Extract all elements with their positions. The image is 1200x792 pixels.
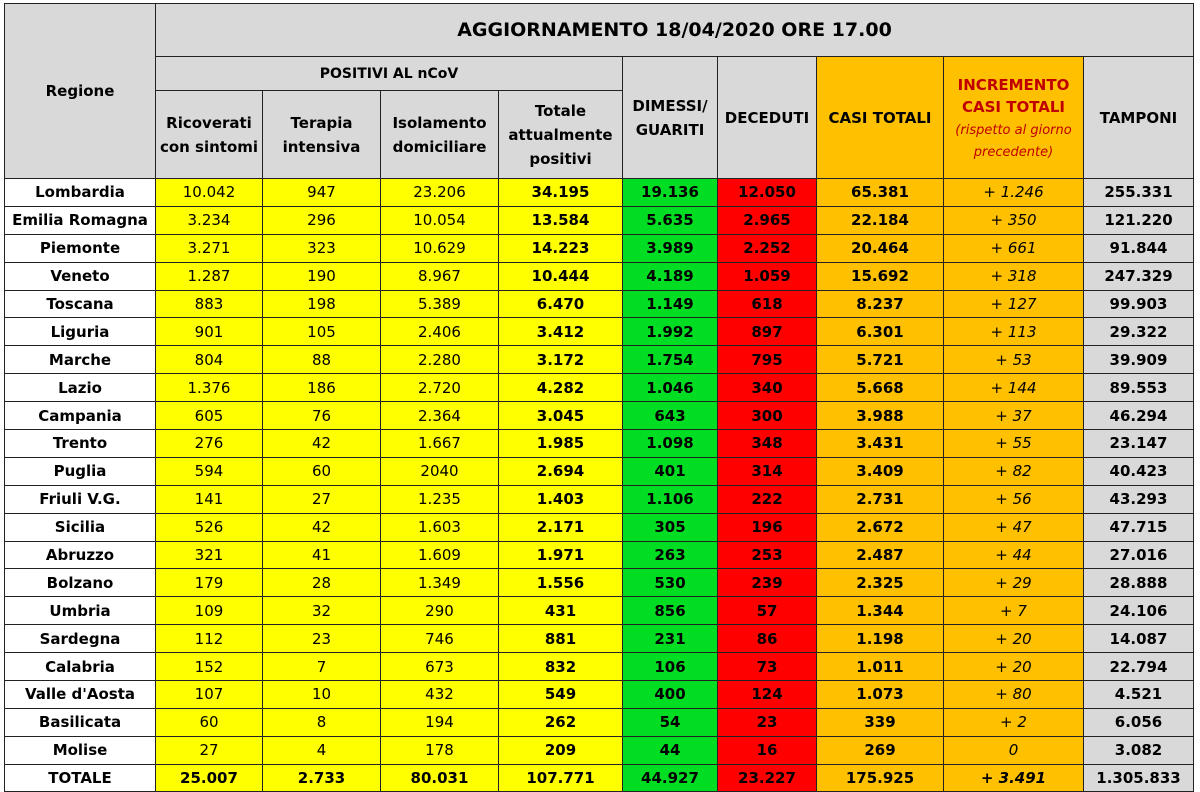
header-casi-totali: CASI TOTALI xyxy=(817,57,944,179)
header-incremento: INCREMENTO CASI TOTALI (rispetto al giorno precedente) xyxy=(944,57,1084,179)
cell-tamponi: 99.903 xyxy=(1084,290,1194,318)
cell-regione: Basilicata xyxy=(5,708,156,736)
cell-totale-positivi: 1.971 xyxy=(499,541,623,569)
cell-totale-positivi: 13.584 xyxy=(499,206,623,234)
cell-incremento: + 144 xyxy=(944,374,1084,402)
cell-totale-positivi: 431 xyxy=(499,597,623,625)
total-ricoverati: 25.007 xyxy=(156,764,263,791)
total-deceduti: 23.227 xyxy=(718,764,817,791)
cell-deceduti: 196 xyxy=(718,513,817,541)
cell-ricoverati: 60 xyxy=(156,708,263,736)
cell-casi-totali: 3.409 xyxy=(817,457,944,485)
cell-ricoverati: 901 xyxy=(156,318,263,346)
total-regione: TOTALE xyxy=(5,764,156,791)
cell-isolamento: 178 xyxy=(381,736,499,764)
cell-regione: Friuli V.G. xyxy=(5,485,156,513)
cell-regione: Lombardia xyxy=(5,179,156,207)
cell-dimessi-guariti: 44 xyxy=(623,736,718,764)
cell-tamponi: 46.294 xyxy=(1084,402,1194,430)
cell-tamponi: 247.329 xyxy=(1084,262,1194,290)
cell-casi-totali: 22.184 xyxy=(817,206,944,234)
header-regione: Regione xyxy=(5,4,156,179)
cell-regione: Umbria xyxy=(5,597,156,625)
cell-ricoverati: 3.271 xyxy=(156,234,263,262)
cell-totale-positivi: 1.556 xyxy=(499,569,623,597)
cell-ricoverati: 27 xyxy=(156,736,263,764)
table-row xyxy=(5,262,1194,290)
cell-terapia-intensiva: 42 xyxy=(263,513,381,541)
cell-ricoverati: 883 xyxy=(156,290,263,318)
cell-ricoverati: 1.287 xyxy=(156,262,263,290)
cell-dimessi-guariti: 263 xyxy=(623,541,718,569)
cell-deceduti: 23 xyxy=(718,708,817,736)
cell-tamponi: 39.909 xyxy=(1084,346,1194,374)
table-row xyxy=(5,736,1194,764)
cell-totale-positivi: 4.282 xyxy=(499,374,623,402)
cell-regione: Abruzzo xyxy=(5,541,156,569)
cell-isolamento: 5.389 xyxy=(381,290,499,318)
cell-deceduti: 57 xyxy=(718,597,817,625)
cell-tamponi: 255.331 xyxy=(1084,179,1194,207)
cell-deceduti: 222 xyxy=(718,485,817,513)
cell-dimessi-guariti: 530 xyxy=(623,569,718,597)
cell-totale-positivi: 2.171 xyxy=(499,513,623,541)
cell-incremento: + 2 xyxy=(944,708,1084,736)
cell-regione: Piemonte xyxy=(5,234,156,262)
table-row xyxy=(5,318,1194,346)
cell-regione: Liguria xyxy=(5,318,156,346)
cell-dimessi-guariti: 1.098 xyxy=(623,430,718,458)
cell-deceduti: 314 xyxy=(718,457,817,485)
cell-incremento: + 80 xyxy=(944,681,1084,709)
cell-deceduti: 897 xyxy=(718,318,817,346)
header-positivi-group: POSITIVI AL nCoV xyxy=(156,57,623,91)
cell-totale-positivi: 2.694 xyxy=(499,457,623,485)
cell-incremento: + 350 xyxy=(944,206,1084,234)
table-row xyxy=(5,374,1194,402)
cell-deceduti: 348 xyxy=(718,430,817,458)
cell-dimessi-guariti: 231 xyxy=(623,625,718,653)
cell-tamponi: 91.844 xyxy=(1084,234,1194,262)
header-deceduti: DECEDUTI xyxy=(718,57,817,179)
cell-dimessi-guariti: 401 xyxy=(623,457,718,485)
cell-terapia-intensiva: 10 xyxy=(263,681,381,709)
total-terapia-intensiva: 2.733 xyxy=(263,764,381,791)
cell-tamponi: 89.553 xyxy=(1084,374,1194,402)
header-terapia-intensiva: Terapia intensiva xyxy=(263,91,381,179)
cell-casi-totali: 3.431 xyxy=(817,430,944,458)
cell-terapia-intensiva: 105 xyxy=(263,318,381,346)
cell-tamponi: 121.220 xyxy=(1084,206,1194,234)
cell-terapia-intensiva: 186 xyxy=(263,374,381,402)
header-isolamento: Isolamento domiciliare xyxy=(381,91,499,179)
cell-tamponi: 22.794 xyxy=(1084,653,1194,681)
cell-tamponi: 47.715 xyxy=(1084,513,1194,541)
cell-dimessi-guariti: 1.992 xyxy=(623,318,718,346)
cell-ricoverati: 10.042 xyxy=(156,179,263,207)
cell-tamponi: 24.106 xyxy=(1084,597,1194,625)
cell-casi-totali: 1.011 xyxy=(817,653,944,681)
cell-incremento: + 661 xyxy=(944,234,1084,262)
cell-tamponi: 29.322 xyxy=(1084,318,1194,346)
cell-totale-positivi: 209 xyxy=(499,736,623,764)
cell-tamponi: 28.888 xyxy=(1084,569,1194,597)
cell-incremento: + 20 xyxy=(944,653,1084,681)
cell-deceduti: 86 xyxy=(718,625,817,653)
cell-totale-positivi: 881 xyxy=(499,625,623,653)
cell-regione: Marche xyxy=(5,346,156,374)
table-row xyxy=(5,234,1194,262)
cell-dimessi-guariti: 1.149 xyxy=(623,290,718,318)
cell-casi-totali: 5.721 xyxy=(817,346,944,374)
cell-deceduti: 73 xyxy=(718,653,817,681)
cell-casi-totali: 1.073 xyxy=(817,681,944,709)
cell-isolamento: 1.349 xyxy=(381,569,499,597)
table-row xyxy=(5,430,1194,458)
cell-dimessi-guariti: 106 xyxy=(623,653,718,681)
cell-casi-totali: 6.301 xyxy=(817,318,944,346)
table-body xyxy=(5,179,1194,765)
table-row xyxy=(5,541,1194,569)
cell-incremento: + 37 xyxy=(944,402,1084,430)
cell-totale-positivi: 14.223 xyxy=(499,234,623,262)
cell-isolamento: 23.206 xyxy=(381,179,499,207)
cell-isolamento: 2.364 xyxy=(381,402,499,430)
cell-incremento: + 29 xyxy=(944,569,1084,597)
cell-deceduti: 253 xyxy=(718,541,817,569)
cell-incremento: + 318 xyxy=(944,262,1084,290)
table-row xyxy=(5,179,1194,207)
table-row xyxy=(5,290,1194,318)
cell-incremento: 0 xyxy=(944,736,1084,764)
cell-terapia-intensiva: 190 xyxy=(263,262,381,290)
cell-ricoverati: 112 xyxy=(156,625,263,653)
table-row xyxy=(5,346,1194,374)
cell-dimessi-guariti: 1.754 xyxy=(623,346,718,374)
cell-deceduti: 12.050 xyxy=(718,179,817,207)
cell-totale-positivi: 3.045 xyxy=(499,402,623,430)
cell-casi-totali: 2.672 xyxy=(817,513,944,541)
cell-regione: Calabria xyxy=(5,653,156,681)
cell-ricoverati: 594 xyxy=(156,457,263,485)
header-tamponi: TAMPONI xyxy=(1084,57,1194,179)
table-title: AGGIORNAMENTO 18/04/2020 ORE 17.00 xyxy=(156,4,1194,57)
table-row xyxy=(5,402,1194,430)
table-row xyxy=(5,597,1194,625)
cell-dimessi-guariti: 3.989 xyxy=(623,234,718,262)
cell-ricoverati: 605 xyxy=(156,402,263,430)
cell-terapia-intensiva: 76 xyxy=(263,402,381,430)
cell-isolamento: 2040 xyxy=(381,457,499,485)
cell-casi-totali: 2.731 xyxy=(817,485,944,513)
cell-totale-positivi: 34.195 xyxy=(499,179,623,207)
cell-incremento: + 47 xyxy=(944,513,1084,541)
cell-regione: Toscana xyxy=(5,290,156,318)
cell-dimessi-guariti: 1.046 xyxy=(623,374,718,402)
cell-regione: Molise xyxy=(5,736,156,764)
total-totale-positivi: 107.771 xyxy=(499,764,623,791)
cell-ricoverati: 804 xyxy=(156,346,263,374)
cell-casi-totali: 2.487 xyxy=(817,541,944,569)
total-incremento: + 3.491 xyxy=(944,764,1084,791)
cell-terapia-intensiva: 947 xyxy=(263,179,381,207)
total-row xyxy=(5,764,1194,791)
cell-isolamento: 10.054 xyxy=(381,206,499,234)
cell-dimessi-guariti: 4.189 xyxy=(623,262,718,290)
cell-terapia-intensiva: 23 xyxy=(263,625,381,653)
cell-ricoverati: 276 xyxy=(156,430,263,458)
cell-terapia-intensiva: 8 xyxy=(263,708,381,736)
cell-deceduti: 2.965 xyxy=(718,206,817,234)
table-row xyxy=(5,708,1194,736)
cell-tamponi: 3.082 xyxy=(1084,736,1194,764)
cell-dimessi-guariti: 305 xyxy=(623,513,718,541)
cell-regione: Veneto xyxy=(5,262,156,290)
cell-incremento: + 127 xyxy=(944,290,1084,318)
table-row xyxy=(5,513,1194,541)
cell-incremento: + 82 xyxy=(944,457,1084,485)
cell-regione: Puglia xyxy=(5,457,156,485)
cell-ricoverati: 3.234 xyxy=(156,206,263,234)
cell-dimessi-guariti: 1.106 xyxy=(623,485,718,513)
cell-isolamento: 290 xyxy=(381,597,499,625)
cell-ricoverati: 179 xyxy=(156,569,263,597)
cell-totale-positivi: 1.403 xyxy=(499,485,623,513)
cell-terapia-intensiva: 60 xyxy=(263,457,381,485)
cell-totale-positivi: 6.470 xyxy=(499,290,623,318)
table-row xyxy=(5,569,1194,597)
cell-terapia-intensiva: 27 xyxy=(263,485,381,513)
header-dimessi-guariti: DIMESSI/ GUARITI xyxy=(623,57,718,179)
cell-casi-totali: 339 xyxy=(817,708,944,736)
cell-terapia-intensiva: 323 xyxy=(263,234,381,262)
cell-deceduti: 340 xyxy=(718,374,817,402)
cell-regione: Trento xyxy=(5,430,156,458)
cell-ricoverati: 526 xyxy=(156,513,263,541)
cell-terapia-intensiva: 296 xyxy=(263,206,381,234)
cell-terapia-intensiva: 32 xyxy=(263,597,381,625)
cell-terapia-intensiva: 4 xyxy=(263,736,381,764)
cell-incremento: + 56 xyxy=(944,485,1084,513)
cell-ricoverati: 152 xyxy=(156,653,263,681)
header-totale-positivi: Totale attualmente positivi xyxy=(499,91,623,179)
covid-regional-table xyxy=(4,3,1194,792)
cell-incremento: + 53 xyxy=(944,346,1084,374)
cell-isolamento: 2.720 xyxy=(381,374,499,402)
cell-isolamento: 1.667 xyxy=(381,430,499,458)
cell-isolamento: 10.629 xyxy=(381,234,499,262)
cell-dimessi-guariti: 643 xyxy=(623,402,718,430)
cell-isolamento: 194 xyxy=(381,708,499,736)
cell-totale-positivi: 3.172 xyxy=(499,346,623,374)
cell-incremento: + 44 xyxy=(944,541,1084,569)
cell-incremento: + 113 xyxy=(944,318,1084,346)
cell-incremento: + 7 xyxy=(944,597,1084,625)
cell-regione: Campania xyxy=(5,402,156,430)
table-row xyxy=(5,457,1194,485)
cell-deceduti: 300 xyxy=(718,402,817,430)
cell-casi-totali: 2.325 xyxy=(817,569,944,597)
cell-totale-positivi: 10.444 xyxy=(499,262,623,290)
cell-dimessi-guariti: 5.635 xyxy=(623,206,718,234)
cell-terapia-intensiva: 42 xyxy=(263,430,381,458)
cell-dimessi-guariti: 400 xyxy=(623,681,718,709)
cell-ricoverati: 1.376 xyxy=(156,374,263,402)
cell-casi-totali: 3.988 xyxy=(817,402,944,430)
total-casi-totali: 175.925 xyxy=(817,764,944,791)
table-row xyxy=(5,485,1194,513)
cell-isolamento: 2.406 xyxy=(381,318,499,346)
cell-totale-positivi: 3.412 xyxy=(499,318,623,346)
cell-ricoverati: 141 xyxy=(156,485,263,513)
total-dimessi-guariti: 44.927 xyxy=(623,764,718,791)
cell-dimessi-guariti: 19.136 xyxy=(623,179,718,207)
cell-tamponi: 40.423 xyxy=(1084,457,1194,485)
cell-tamponi: 4.521 xyxy=(1084,681,1194,709)
cell-tamponi: 23.147 xyxy=(1084,430,1194,458)
cell-incremento: + 1.246 xyxy=(944,179,1084,207)
cell-isolamento: 673 xyxy=(381,653,499,681)
cell-isolamento: 432 xyxy=(381,681,499,709)
cell-isolamento: 8.967 xyxy=(381,262,499,290)
table-row xyxy=(5,206,1194,234)
cell-tamponi: 14.087 xyxy=(1084,625,1194,653)
cell-terapia-intensiva: 198 xyxy=(263,290,381,318)
table-row xyxy=(5,681,1194,709)
cell-regione: Emilia Romagna xyxy=(5,206,156,234)
total-tamponi: 1.305.833 xyxy=(1084,764,1194,791)
cell-tamponi: 27.016 xyxy=(1084,541,1194,569)
cell-casi-totali: 1.344 xyxy=(817,597,944,625)
table-row xyxy=(5,653,1194,681)
cell-regione: Sardegna xyxy=(5,625,156,653)
cell-casi-totali: 5.668 xyxy=(817,374,944,402)
cell-dimessi-guariti: 856 xyxy=(623,597,718,625)
cell-totale-positivi: 1.985 xyxy=(499,430,623,458)
cell-deceduti: 239 xyxy=(718,569,817,597)
cell-casi-totali: 269 xyxy=(817,736,944,764)
header-ricoverati: Ricoverati con sintomi xyxy=(156,91,263,179)
cell-deceduti: 2.252 xyxy=(718,234,817,262)
cell-ricoverati: 321 xyxy=(156,541,263,569)
cell-terapia-intensiva: 88 xyxy=(263,346,381,374)
cell-deceduti: 795 xyxy=(718,346,817,374)
cell-regione: Lazio xyxy=(5,374,156,402)
cell-isolamento: 1.609 xyxy=(381,541,499,569)
cell-regione: Valle d'Aosta xyxy=(5,681,156,709)
table-row xyxy=(5,625,1194,653)
cell-dimessi-guariti: 54 xyxy=(623,708,718,736)
cell-regione: Bolzano xyxy=(5,569,156,597)
cell-casi-totali: 65.381 xyxy=(817,179,944,207)
cell-casi-totali: 8.237 xyxy=(817,290,944,318)
cell-isolamento: 2.280 xyxy=(381,346,499,374)
cell-ricoverati: 109 xyxy=(156,597,263,625)
cell-tamponi: 43.293 xyxy=(1084,485,1194,513)
cell-terapia-intensiva: 28 xyxy=(263,569,381,597)
cell-terapia-intensiva: 7 xyxy=(263,653,381,681)
cell-isolamento: 1.235 xyxy=(381,485,499,513)
cell-terapia-intensiva: 41 xyxy=(263,541,381,569)
cell-ricoverati: 107 xyxy=(156,681,263,709)
cell-deceduti: 16 xyxy=(718,736,817,764)
cell-totale-positivi: 262 xyxy=(499,708,623,736)
cell-deceduti: 124 xyxy=(718,681,817,709)
cell-casi-totali: 15.692 xyxy=(817,262,944,290)
cell-incremento: + 20 xyxy=(944,625,1084,653)
cell-deceduti: 618 xyxy=(718,290,817,318)
cell-totale-positivi: 832 xyxy=(499,653,623,681)
cell-deceduti: 1.059 xyxy=(718,262,817,290)
cell-incremento: + 55 xyxy=(944,430,1084,458)
cell-totale-positivi: 549 xyxy=(499,681,623,709)
cell-casi-totali: 1.198 xyxy=(817,625,944,653)
total-isolamento: 80.031 xyxy=(381,764,499,791)
cell-isolamento: 746 xyxy=(381,625,499,653)
cell-regione: Sicilia xyxy=(5,513,156,541)
cell-casi-totali: 20.464 xyxy=(817,234,944,262)
cell-isolamento: 1.603 xyxy=(381,513,499,541)
cell-tamponi: 6.056 xyxy=(1084,708,1194,736)
